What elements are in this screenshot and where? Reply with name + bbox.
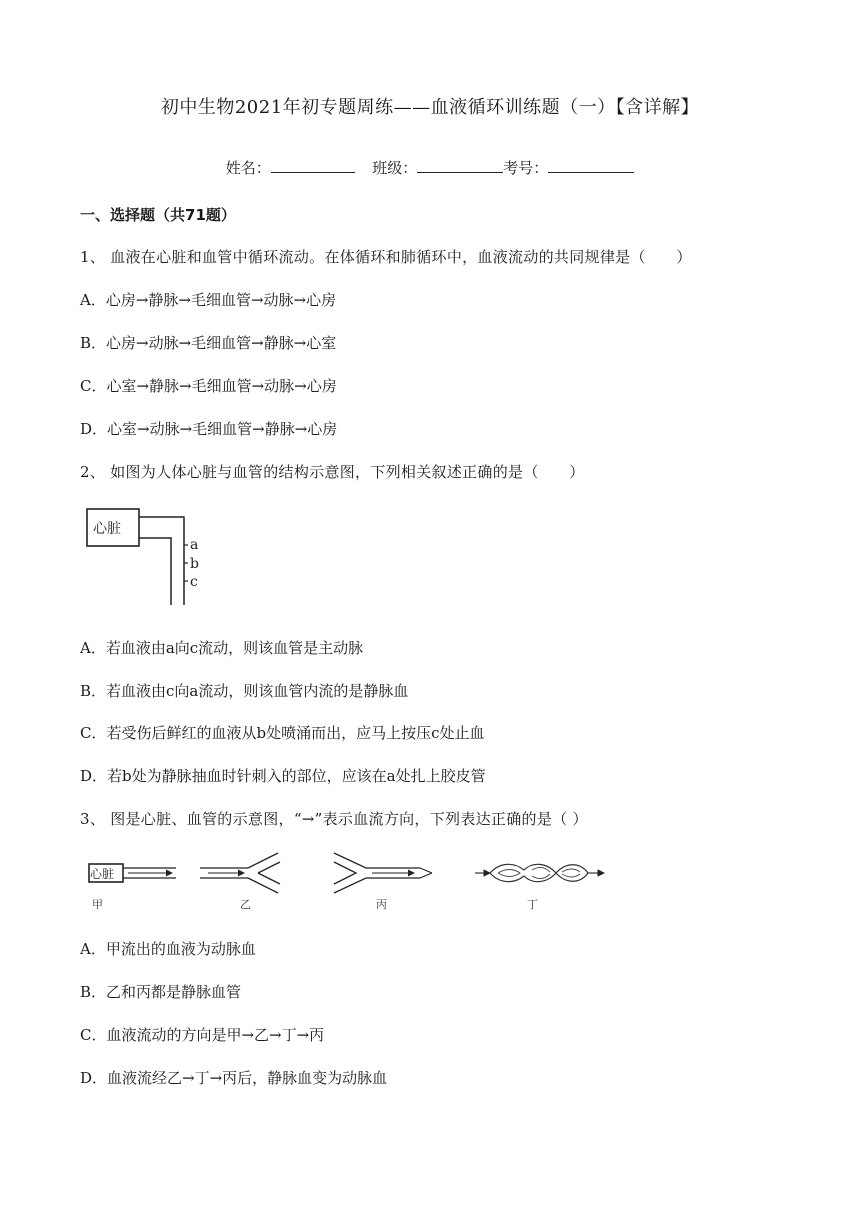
number-blank[interactable] — [548, 156, 634, 173]
question-1-option-d: D．心室→动脉→毛细血管→静脉→心房 — [80, 420, 338, 438]
caption-jia: 甲 — [92, 898, 103, 911]
point-b-label: b — [190, 556, 199, 572]
document-title: 初中生物2021年初专题周练——血液循环训练题（一）【含详解】 — [160, 97, 700, 118]
point-c-label: c — [190, 574, 198, 590]
question-2-option-d: D．若b处为静脉抽血时针刺入的部位，应该在a处扎上胶皮管 — [80, 767, 486, 785]
heart-box-label: 心脏 — [93, 521, 121, 537]
figure-bing — [334, 853, 432, 911]
student-info-line — [0, 156, 860, 178]
caption-bing: 丙 — [376, 898, 387, 911]
figure-ding — [475, 864, 604, 911]
number-label: 考号： — [503, 159, 549, 177]
jia-box-label: 心脏 — [90, 867, 115, 881]
name-blank[interactable] — [271, 156, 355, 173]
point-a-label: a — [190, 537, 199, 553]
question-3-option-c: C．血液流动的方向是甲→乙→丁→丙 — [80, 1026, 325, 1044]
figure-yi — [200, 853, 280, 911]
question-3-option-d: D．血液流经乙→丁→丙后，静脉血变为动脉血 — [80, 1069, 388, 1087]
question-2-option-a: A．若血液由a向c流动，则该血管是主动脉 — [80, 639, 364, 657]
question-1-stem: 1、 血液在心脏和血管中循环流动。在体循环和肺循环中，血液流动的共同规律是（ ） — [80, 248, 692, 266]
name-label: 姓名： — [225, 159, 271, 177]
vessel-inner-wall — [139, 538, 171, 605]
question-2-option-b: B．若血液由c向a流动，则该血管内流的是静脉血 — [80, 682, 409, 700]
caption-ding: 丁 — [527, 898, 538, 911]
figure-jia — [89, 864, 176, 911]
question-3-stem: 3、 图是心脏、血管的示意图，“→”表示血流方向，下列表达正确的是（ ） — [80, 810, 588, 828]
question-1-option-c: C．心室→静脉→毛细血管→动脉→心房 — [80, 377, 337, 395]
caption-yi: 乙 — [240, 898, 251, 911]
question-3-option-a: A．甲流出的血液为动脉血 — [80, 940, 256, 958]
question-3-option-b: B．乙和丙都是静脉血管 — [80, 983, 242, 1001]
question-1-option-a: A．心房→静脉→毛细血管→动脉→心房 — [80, 291, 337, 309]
vessel-outer-wall — [139, 517, 184, 605]
vessels-figure — [80, 848, 620, 912]
section-heading: 一、选择题（共71题） — [80, 206, 236, 224]
heart-vessel-figure — [80, 505, 220, 610]
question-1-option-b: B．心房→动脉→毛细血管→静脉→心室 — [80, 334, 337, 352]
question-2-stem: 2、 如图为人体心脏与血管的结构示意图，下列相关叙述正确的是（ ） — [80, 463, 585, 481]
question-2-option-c: C．若受伤后鲜红的血液从b处喷涌而出，应马上按压c处止血 — [80, 724, 485, 742]
class-blank[interactable] — [417, 156, 503, 173]
class-label: 班级： — [372, 159, 418, 177]
